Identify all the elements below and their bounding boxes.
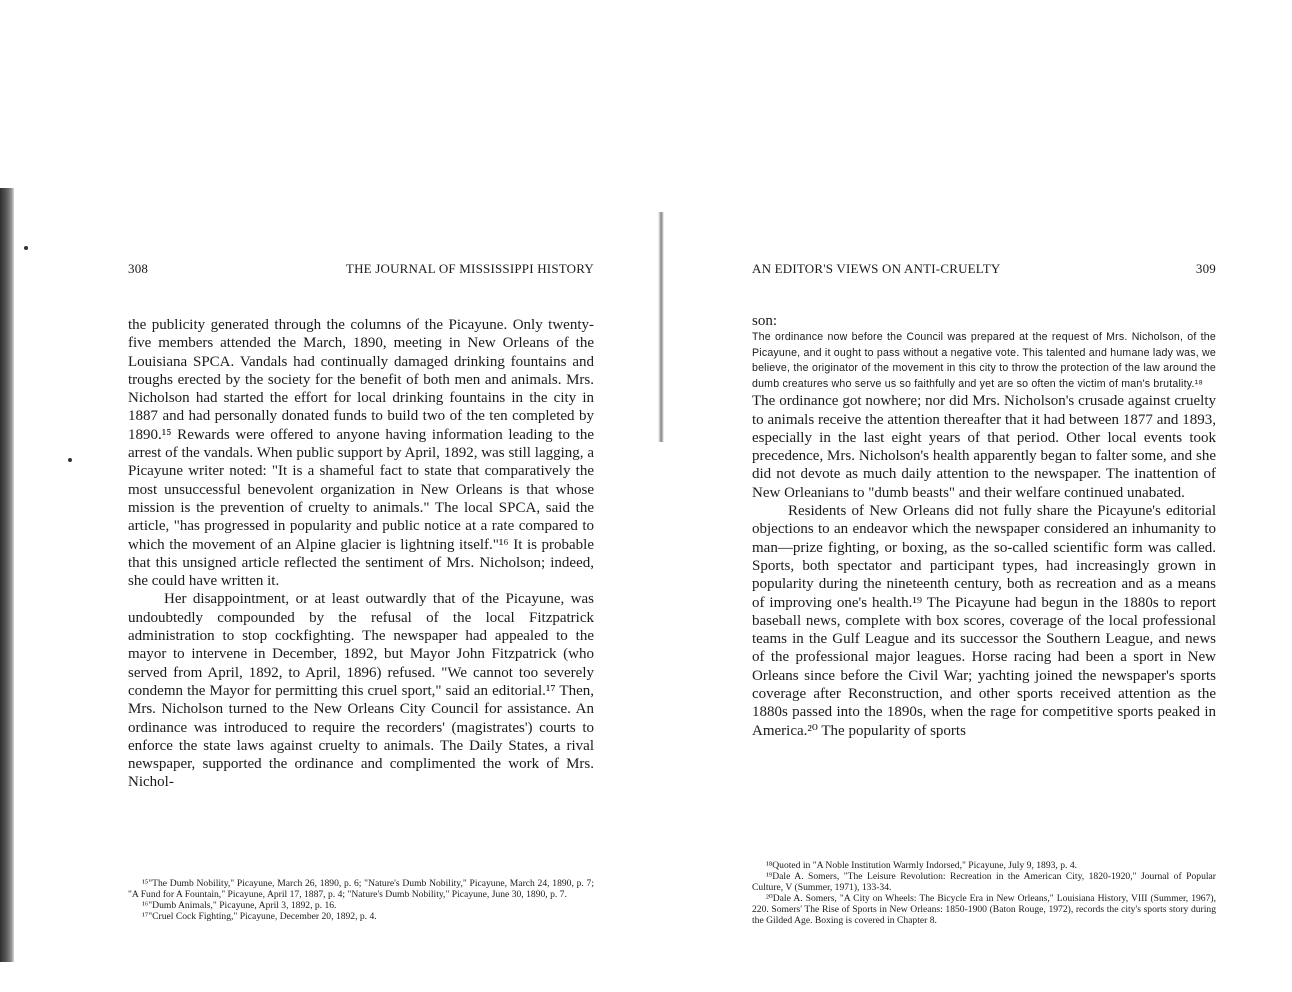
running-head: AN EDITOR'S VIEWS ON ANTI-CRUELTY — [752, 261, 1001, 276]
paragraph: The ordinance got nowhere; nor did Mrs. Nicholson's crusade against cruelty to animals receive the attention thereafter that it had between 1877 and 1893, especially in the last eight years of that period. Other local events took precedence, Mrs. Nicholson's health apparently began to falter some, and she did not devote as much daily attention to the newspaper. The inattention of New Orleanians to "dumb beasts" and their welfare continued unabated. — [752, 393, 1216, 501]
page-number: 309 — [1195, 261, 1216, 276]
footnote: ¹⁵"The Dumb Nobility," Picayune, March 26, 1890, p. 6; "Nature's Dumb Nobility," Picayune, March 24, 1890, p. 7; "A Fund for A Fountain," Picayune, April 17, 1887, p. 4; "Nature's Dumb Nobility," Picayune, June 30, 1890, p. 7. — [128, 878, 594, 900]
left-page — [128, 258, 594, 922]
paragraph: Her disappointment, or at least outwardly that of the Picayune, was undoubtedly compounded by the refusal of the local Fitzpatrick administration to stop cockfighting. The newspaper had appealed to the mayor to intervene in December, 1892, but Mayor John Fitzpatrick (who served from April, 1892, to April, 1896) refused. "We cannot too severely condemn the Mayor for permitting this cruel sport," said an editorial.¹⁷ Then, Mrs. Nicholson turned to the New Orleans City Council for assistance. An ordinance was introduced to require the recorders' (magistrates') courts to enforce the state laws against cruelty to animals. The Daily States, a rival newspaper, supported the ordinance and complimented the work of Mrs. Nichol- — [128, 591, 594, 791]
right-page-body — [752, 312, 1216, 740]
scan-edge-shadow — [0, 188, 14, 962]
page-number: 308 — [128, 261, 149, 276]
footnote: ¹⁸Quoted in "A Noble Institution Warmly Indorsed," Picayune, July 9, 1893, p. 4. — [766, 860, 1078, 871]
left-page-footnotes — [128, 878, 594, 922]
running-head: THE JOURNAL OF MISSISSIPPI HISTORY — [345, 261, 594, 276]
right-page-footnotes — [752, 860, 1216, 926]
footnote: ²⁰Dale A. Somers, "A City on Wheels: The Bicycle Era in New Orleans," Louisiana History, VIII (Summer, 1967), 220. Somers' The Rise of Sports in New Orleans: 1850-1900 (Baton Rouge, 1972), records the city's sports story during the Gilded Age. Boxing is covered in Chapter 8. — [752, 893, 1216, 926]
footnote: ¹⁶"Dumb Animals," Picayune, April 3, 1892, p. 16. — [142, 900, 337, 911]
footnote: ¹⁹Dale A. Somers, "The Leisure Revolution: Recreation in the American City, 1820-1920," Journal of Popular Culture, V (Summer, 1971), 133-34. — [752, 871, 1216, 893]
paragraph: the publicity generated through the columns of the Picayune. Only twenty-five members attended the March, 1890, meeting in New Orleans of the Louisiana SPCA. Vandals had continually damaged drinking fountains and troughs erected by the society for the benefit of both men and animals. Mrs. Nicholson had started the effort for local drinking fountains in the city in 1887 and had personally donated funds to build two of the ten completed by 1890.¹⁵ Rewards were offered to anyone having information leading to the arrest of the vandals. When public support by April, 1892, was still lagging, a Picayune writer noted: "It is a shameful fact to state that comparatively the most unsuccessful benevolent organization in New Orleans is that whose mission is the prevention of cruelty to animals." The local SPCA, said the article, "has progressed in popularity and public notice at a rate compared to which the movement of an Alpine glacier is lightning itself."¹⁶ It is probable that this unsigned article reflected the sentiment of Mrs. Nicholson; indeed, she could have written it. — [128, 317, 594, 590]
right-page-header — [752, 258, 1216, 278]
left-page-header — [128, 258, 594, 278]
scan-speck — [68, 458, 72, 462]
book-gutter-shadow — [658, 212, 664, 442]
scan-speck — [24, 246, 28, 250]
left-page-body — [128, 316, 594, 792]
footnote: ¹⁷"Cruel Cock Fighting," Picayune, December 20, 1892, p. 4. — [142, 911, 377, 922]
lead-in-text: son: — [752, 313, 778, 329]
right-page — [752, 258, 1216, 926]
block-quote: The ordinance now before the Council was prepared at the request of Mrs. Nicholson, of the Picayune, and it ought to pass without a negative vote. This talented and humane lady was, we believe, the originator of the movement in this city to throw the protection of the law around the dumb creatures who serve us so faithfully and yet are so often the victim of man's brutality.¹⁸ — [752, 331, 1216, 390]
paragraph: Residents of New Orleans did not fully share the Picayune's editorial objections to an endeavor which the newspaper considered an inhumanity to man—prize fighting, or boxing, as the so-called scientific form was called. Sports, both spectator and participant types, had increasingly grown in popularity during the nineteenth century, both as recreation and as a means of improving one's health.¹⁹ The Picayune had begun in the 1880s to report baseball news, complete with box scores, coverage of the local professional teams in the Gulf League and its successor the Southern League, and news of the professional major leagues. Horse racing had been a sport in New Orleans since before the Civil War; yachting joined the newspaper's sports coverage after Reconstruction, and other sports received attention as the 1880s passed into the 1890s, when the rage for competitive sports peaked in America.²⁰ The popularity of sports — [752, 503, 1216, 739]
